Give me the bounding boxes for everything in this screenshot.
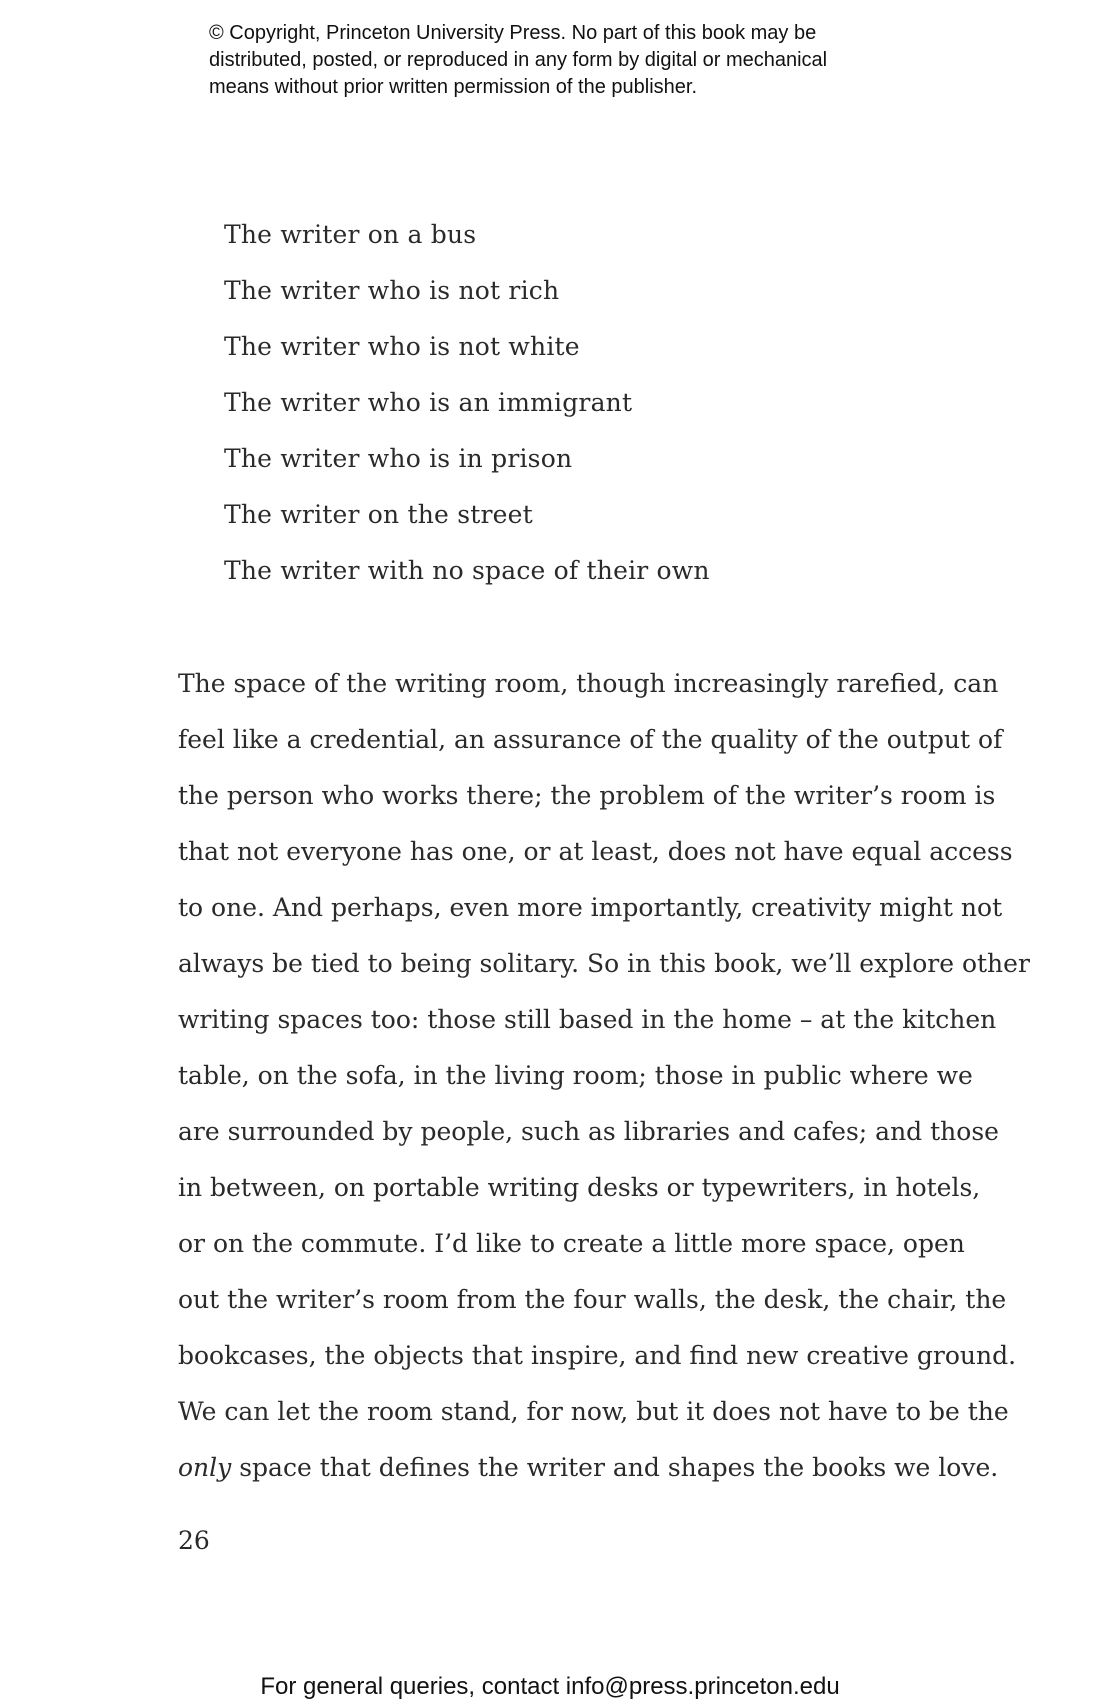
paragraph-line: or on the commute. I’d like to create a little more space, open — [178, 1229, 965, 1258]
emphasis-only: only — [178, 1453, 232, 1482]
poem-line: The writer who is not rich — [224, 276, 560, 305]
paragraph-line: table, on the sofa, in the living room; those in public where we — [178, 1061, 973, 1090]
copyright-line: © Copyright, Princeton University Press. No part of this book may be — [209, 22, 817, 44]
paragraph-line: the person who works there; the problem of the writer’s room is — [178, 781, 996, 810]
poem-list — [224, 207, 710, 599]
footer-contact: For general queries, contact info@press.princeton.edu — [260, 1673, 840, 1700]
paragraph-line: bookcases, the objects that inspire, and find new creative ground. — [178, 1341, 1017, 1370]
paragraph-line: We can let the room stand, for now, but it does not have to be the — [178, 1397, 1009, 1426]
paragraph-line: to one. And perhaps, even more importantly, creativity might not — [178, 893, 1003, 922]
paragraph-line: out the writer’s room from the four walls, the desk, the chair, the — [178, 1285, 1007, 1314]
last-line-rest: space that defines the writer and shapes the books we love. — [231, 1453, 999, 1482]
poem-line: The writer with no space of their own — [224, 556, 710, 585]
poem-line: The writer on a bus — [224, 220, 477, 249]
poem-line: The writer on the street — [224, 500, 533, 529]
page-number: 26 — [178, 1526, 210, 1555]
paragraph-line: writing spaces too: those still based in the home – at the kitchen — [178, 1005, 997, 1034]
paragraph-line: always be tied to being solitary. So in this book, we’ll explore other — [178, 949, 1030, 978]
copyright-notice — [209, 20, 909, 101]
copyright-line: distributed, posted, or reproduced in any form by digital or mechanical — [209, 49, 828, 71]
paragraph-line: that not everyone has one, or at least, does not have equal access — [178, 837, 1013, 866]
paragraph-line: The space of the writing room, though increasingly rarefied, can — [178, 669, 999, 698]
poem-line: The writer who is an immigrant — [224, 388, 633, 417]
poem-line: The writer who is not white — [224, 332, 580, 361]
copyright-line: means without prior written permission of the publisher. — [209, 76, 698, 98]
paragraph-line: feel like a credential, an assurance of the quality of the output of — [178, 725, 1003, 754]
paragraph-line: in between, on portable writing desks or typewriters, in hotels, — [178, 1173, 981, 1202]
paragraph-last-line — [178, 1440, 999, 1496]
poem-line: The writer who is in prison — [224, 444, 573, 473]
paragraph-line: are surrounded by people, such as libraries and cafes; and those — [178, 1117, 999, 1146]
body-paragraph — [178, 656, 1030, 1496]
